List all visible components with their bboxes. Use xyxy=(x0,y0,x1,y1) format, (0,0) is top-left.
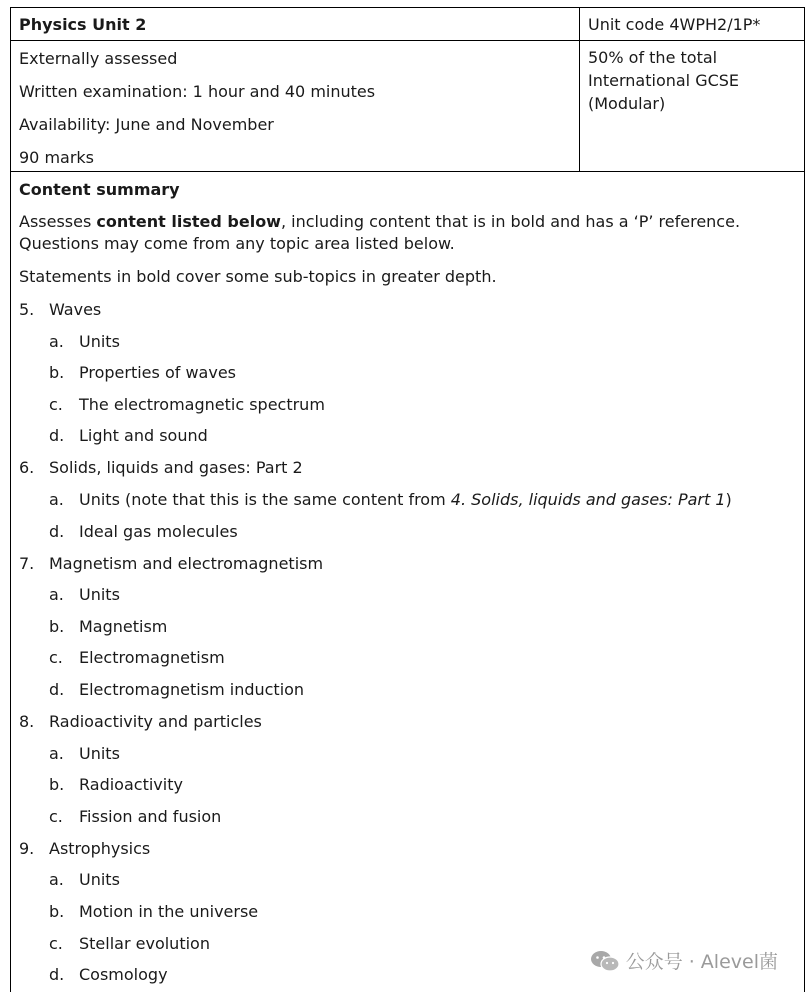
topic-item xyxy=(19,553,796,575)
subtopic-letter: a. xyxy=(49,743,64,763)
unit-title: Physics Unit 2 xyxy=(11,8,580,40)
intro-suffix: , including content that is in bold and has a ‘P’ reference. Questions may come from any topic area listed below. xyxy=(19,212,741,253)
subtopic-item xyxy=(19,616,796,638)
topic-number: 9. xyxy=(19,838,35,858)
subtopic-main-text: Magnetism xyxy=(79,616,168,636)
subtopic-letter: a. xyxy=(49,870,64,890)
weighting-line: International GCSE xyxy=(588,71,740,90)
subtopic-letter: a. xyxy=(49,489,64,509)
subtopic-text xyxy=(79,743,120,765)
topic-title: Solids, liquids and gases: Part 2 xyxy=(49,458,303,478)
subtopic-main-text: Units (note that this is the same content from xyxy=(79,489,451,509)
subtopic-main-text: Light and sound xyxy=(79,426,208,446)
subtopic-text xyxy=(79,584,120,606)
intro-bold: content listed below xyxy=(96,212,281,231)
subtopic-main-text: Radioactivity xyxy=(79,775,183,795)
subtopic-letter: b. xyxy=(49,775,65,795)
subtopic-item xyxy=(19,584,796,606)
topic-item xyxy=(19,299,796,321)
subtopic-main-text: Electromagnetism xyxy=(79,648,225,668)
subtopic-letter: d. xyxy=(49,426,65,446)
subtopic-main-text: Motion in the universe xyxy=(79,901,259,921)
topic-title: Waves xyxy=(49,300,102,319)
exam-duration: Written examination: 1 hour and 40 minutes xyxy=(19,82,376,101)
subtopic-main-text: Units xyxy=(79,743,120,763)
subtopic-item xyxy=(19,806,796,828)
weighting-line: (Modular) xyxy=(588,94,666,113)
subtopic-item xyxy=(19,489,796,511)
subtopic-letter: c. xyxy=(49,806,63,826)
subtopic-item xyxy=(19,521,796,543)
subtopic-main-text: Electromagnetism induction xyxy=(79,679,305,699)
topic-item xyxy=(19,838,796,860)
content-summary xyxy=(11,173,804,986)
subtopic-letter: b. xyxy=(49,901,65,921)
subtopic-text xyxy=(79,869,120,891)
header-row xyxy=(11,8,804,41)
subtopic-text xyxy=(79,616,167,638)
subtopic-main-text: Units xyxy=(79,870,120,890)
subtopic-item xyxy=(19,743,796,765)
topic-number: 5. xyxy=(19,300,35,319)
watermark-text: 公众号 · Alevel菌 xyxy=(625,951,778,973)
subtopic-item xyxy=(19,647,796,669)
subtopic-item xyxy=(19,901,796,923)
depth-note: Statements in bold cover some sub-topics in greater depth. xyxy=(19,267,497,286)
subtopic-text xyxy=(79,521,238,543)
weighting-line: 50% of the total xyxy=(588,48,718,67)
assessment-type: Externally assessed xyxy=(19,49,178,68)
subtopic-main-text: Cosmology xyxy=(79,965,168,985)
unit-code: Unit code 4WPH2/1P* xyxy=(588,15,761,34)
subtopic-letter: c. xyxy=(49,648,63,668)
details-left xyxy=(11,41,580,171)
topic-title: Radioactivity and particles xyxy=(49,711,262,731)
topic-number: 8. xyxy=(19,711,35,731)
summary-title: Content summary xyxy=(19,180,180,199)
subtopic-item xyxy=(19,679,796,701)
intro-prefix: Assesses xyxy=(19,212,97,231)
subtopic-tail: ) xyxy=(725,489,732,509)
topic-item xyxy=(19,711,796,733)
subtopic-text xyxy=(79,362,236,384)
marks: 90 marks xyxy=(19,148,95,167)
topic-number: 7. xyxy=(19,553,35,573)
subtopic-letter: b. xyxy=(49,363,65,383)
subtopic-letter: d. xyxy=(49,521,65,541)
weighting xyxy=(580,41,804,171)
subtopic-main-text: Units xyxy=(79,331,120,351)
subtopic-item xyxy=(19,331,796,353)
subtopic-letter: d. xyxy=(49,965,65,985)
topic-number: 6. xyxy=(19,458,35,478)
subtopic-main-text: Fission and fusion xyxy=(79,806,222,826)
subtopic-letter: a. xyxy=(49,585,64,605)
subtopic-main-text: The electromagnetic spectrum xyxy=(79,394,325,414)
subtopic-letter: b. xyxy=(49,616,65,636)
subtopic-item xyxy=(19,362,796,384)
topic-title: Astrophysics xyxy=(49,838,151,858)
spec-table xyxy=(10,7,805,992)
subtopic-text xyxy=(79,394,325,416)
subtopic-text xyxy=(79,679,304,701)
subtopic-item xyxy=(19,425,796,447)
subtopic-letter: a. xyxy=(49,331,64,351)
watermark xyxy=(590,947,778,974)
details-row xyxy=(11,41,804,172)
availability: Availability: June and November xyxy=(19,115,274,134)
subtopic-item xyxy=(19,774,796,796)
topic-title: Magnetism and electromagnetism xyxy=(49,553,324,573)
subtopic-text xyxy=(79,901,258,923)
subtopic-text xyxy=(79,331,120,353)
subtopic-text xyxy=(79,964,168,986)
subtopic-text xyxy=(79,425,208,447)
topic-item xyxy=(19,457,796,479)
subtopic-item xyxy=(19,869,796,891)
subtopic-text xyxy=(79,774,183,796)
subtopic-letter: c. xyxy=(49,933,63,953)
subtopic-main-text: Units xyxy=(79,585,120,605)
subtopic-main-text: Ideal gas molecules xyxy=(79,521,238,541)
subtopic-item xyxy=(19,394,796,416)
subtopic-main-text: Stellar evolution xyxy=(79,933,210,953)
subtopic-main-text: Properties of waves xyxy=(79,363,236,383)
subtopic-text xyxy=(79,647,225,669)
summary-intro xyxy=(19,211,796,255)
topic-list xyxy=(19,299,796,986)
subtopic-text xyxy=(79,933,210,955)
subtopic-text xyxy=(79,806,221,828)
wechat-icon xyxy=(590,950,620,972)
subtopic-letter: c. xyxy=(49,394,63,414)
subtopic-italic-ref: 4. Solids, liquids and gases: Part 1 xyxy=(450,489,726,509)
subtopic-text xyxy=(79,489,732,511)
subtopic-letter: d. xyxy=(49,679,65,699)
